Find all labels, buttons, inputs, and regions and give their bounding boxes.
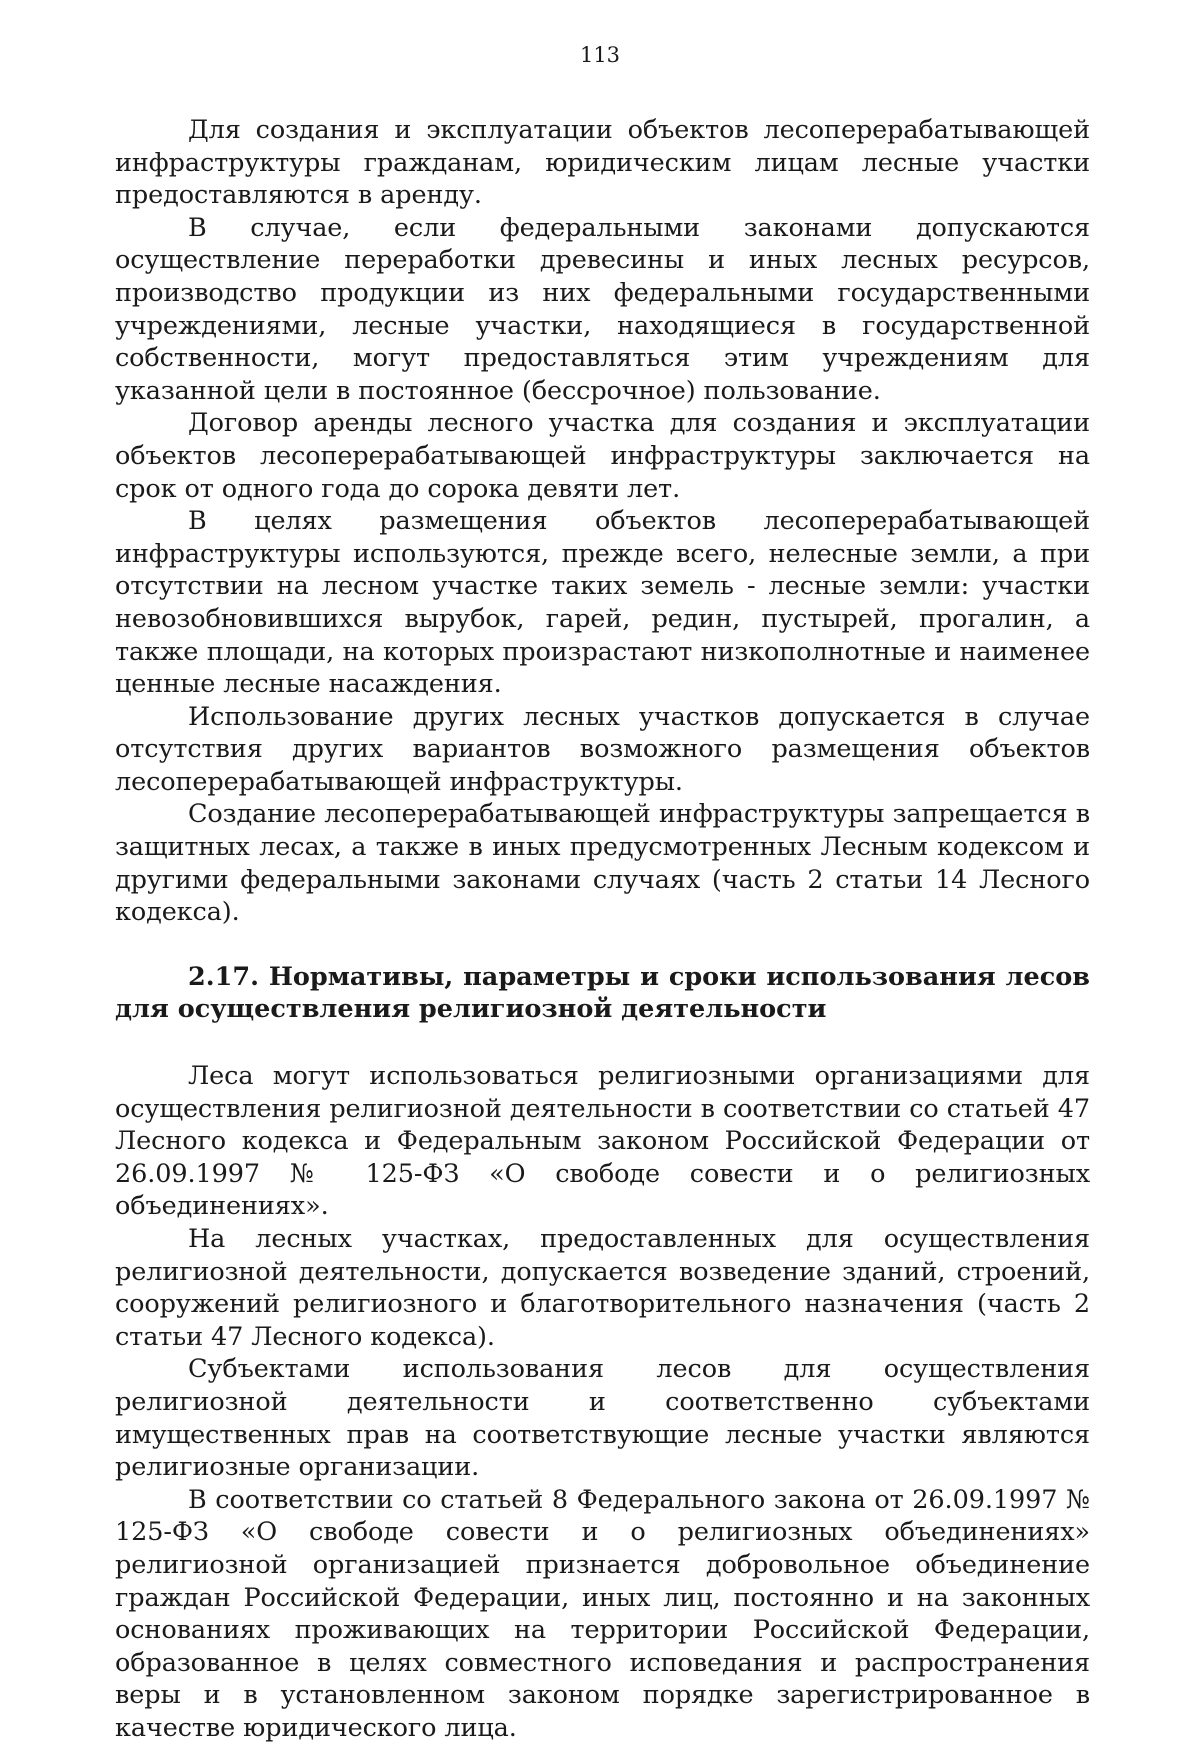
section-heading: 2.17. Нормативы, параметры и сроки использования лесов для осуществления религиозной деятельности bbox=[115, 961, 1090, 1025]
paragraph: Леса могут использоваться религиозными организациями для осуществления религиозной деятельности в соответствии со статьей 47 Лесного кодекса и Федеральным законом Российской Федерации от 26.09.1997 № 125-ФЗ «О свободе совести и о религиозных объединениях». bbox=[115, 1061, 1090, 1222]
paragraph: Использование других лесных участков допускается в случае отсутствия других вариантов возможного размещения объектов лесоперерабатывающей инфраструктуры. bbox=[115, 701, 1090, 797]
paragraph: На лесных участках, предоставленных для осуществления религиозной деятельности, допускается возведение зданий, строений, сооружений религиозного и благотворительного назначения (часть 2 статьи 47 Лесного кодекса). bbox=[115, 1224, 1090, 1352]
paragraph: Создание лесоперерабатывающей инфраструктуры запрещается в защитных лесах, а также в иных предусмотренных Лесным кодексом и другими федеральными законами случаях (часть 2 статьи 14 Лесного кодекса). bbox=[115, 799, 1090, 928]
paragraph: В случае, если федеральными законами допускаются осуществление переработки древесины и иных лесных ресурсов, производство продукции из них федеральными государственными учреждениями, лесные участки, находящиеся в государственной собственности, могут предоставляться этим учреждениям для указанной цели в постоянное (бессрочное) пользование. bbox=[115, 212, 1090, 406]
paragraph: Субъектами использования лесов для осуществления религиозной деятельности и соответственно субъектами имущественных прав на соответствующие лесные участки являются религиозные организации. bbox=[115, 1354, 1090, 1483]
paragraph: Для создания и эксплуатации объектов лесоперерабатывающей инфраструктуры гражданам, юридическим лицам лесные участки предоставляются в аренду. bbox=[115, 115, 1090, 211]
page-number: 113 bbox=[579, 43, 621, 67]
paragraph: Договор аренды лесного участка для создания и эксплуатации объектов лесоперерабатывающей инфраструктуры заключается на срок от одного года до сорока девяти лет. bbox=[115, 408, 1090, 504]
paragraph: В целях размещения объектов лесоперерабатывающей инфраструктуры используются, прежде всего, нелесные земли, а при отсутствии на лесном участке таких земель - лесные земли: участки невозобновившихся вырубок, гарей, редин, пустырей, прогалин, а также площади, на которых произрастают низкополнотные и наименее ценные лесные насаждения. bbox=[115, 506, 1090, 700]
paragraph: В соответствии со статьей 8 Федерального закона от 26.09.1997 № 125-ФЗ «О свободе совести и о религиозных объединениях» религиозной организацией признается добровольное объединение граждан Российской Федерации, иных лиц, постоянно и на законных основаниях проживающих на территории Российской Федерации, образованное в целях совместного исповедания и распространения веры и в установленном законом порядке зарегистрированное в качестве юридического лица. bbox=[115, 1484, 1090, 1743]
page-content bbox=[115, 114, 1090, 1745]
